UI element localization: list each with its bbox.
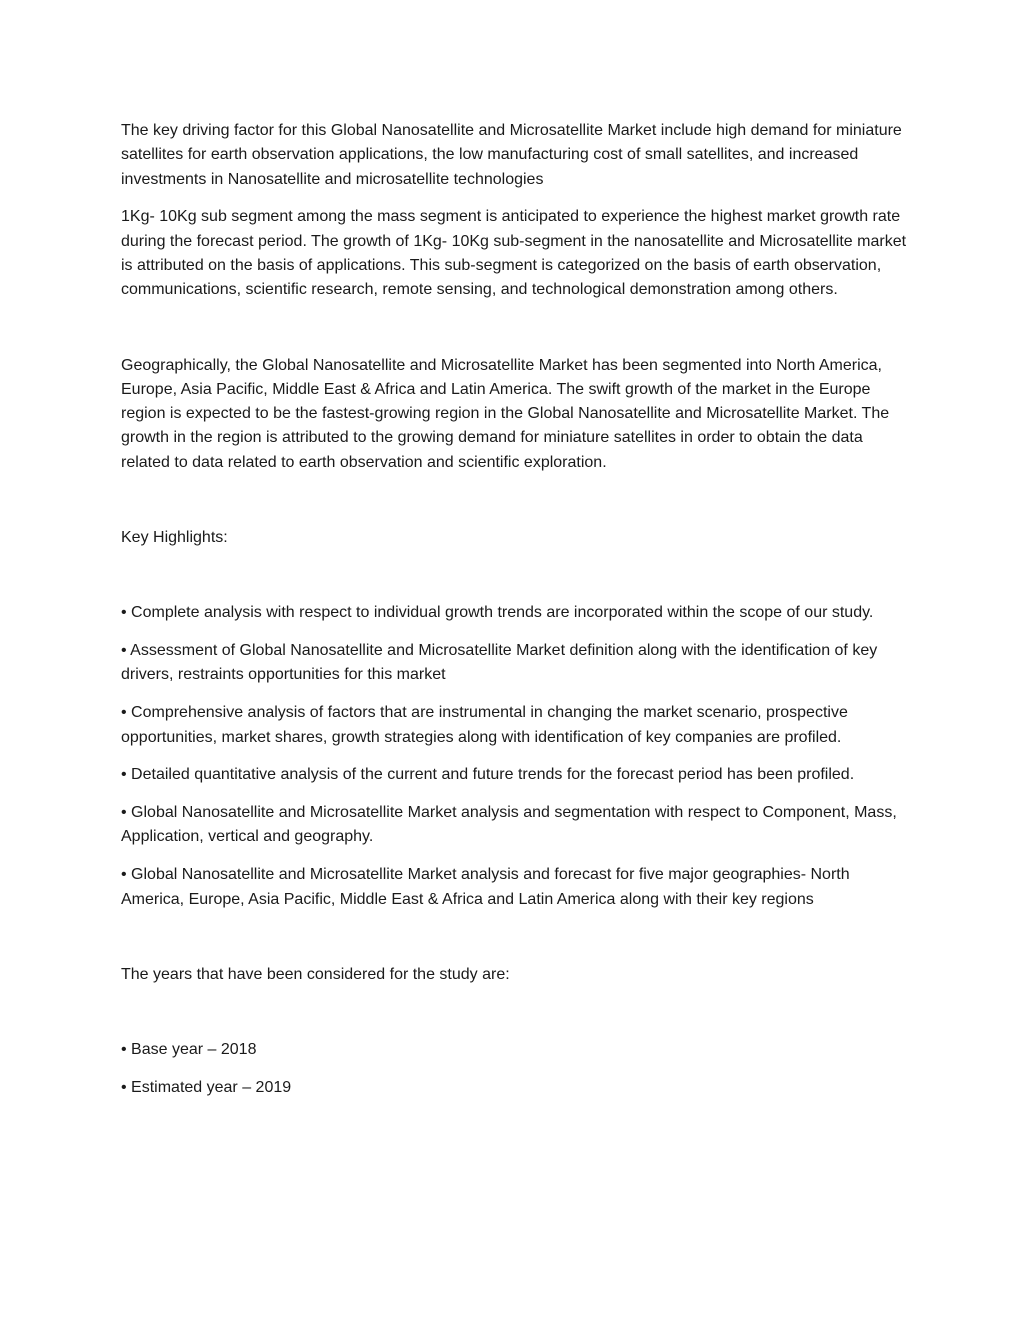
year-item-base: • Base year – 2018 [121,1041,257,1059]
paragraph-key-drivers: The key driving factor for this Global Nanosatellite and Microsatellite Market include high demand for miniature satellites for earth observation applications, the low manufacturing cost of small satellites, and increased investments in Nanosatellite and microsatellite technologies [121,122,902,188]
paragraph-mass-segment: 1Kg- 10Kg sub segment among the mass segment is anticipated to experience the highest market growth rate during the forecast period. The growth of 1Kg- 10Kg sub-segment in the nanosatellite and Microsatellite market is attributed on the basis of applications. This sub-segment is categorized on the basis of earth observation, communications, scientific research, remote sensing, and technological demonstration among others. [121,208,907,299]
highlight-item: • Global Nanosatellite and Microsatellite Market analysis and segmentation with respect to Component, Mass, Application, vertical and geography. [121,804,897,846]
highlight-item: • Assessment of Global Nanosatellite and Microsatellite Market definition along with the identification of key drivers, restraints opportunities for this market [121,642,878,684]
key-highlights-heading: Key Highlights: [121,529,228,547]
highlight-item: • Detailed quantitative analysis of the current and future trends for the forecast period has been profiled. [121,766,855,784]
paragraph-geography: Geographically, the Global Nanosatellite and Microsatellite Market has been segmented into North America, Europe, Asia Pacific, Middle East & Africa and Latin America. The swift growth of the market in the Europe region is expected to be the fastest-growing region in the Global Nanosatellite and Microsatellite Market. The growth in the region is attributed to the growing demand for miniature satellites in order to obtain the data related to data related to earth observation and scientific exploration. [121,356,890,471]
highlight-item: • Comprehensive analysis of factors that are instrumental in changing the market scenario, prospective opportunities, market shares, growth strategies along with identification of key companies are profiled. [121,704,848,746]
study-years-heading: The years that have been considered for the study are: [121,965,510,983]
year-item-estimated: • Estimated year – 2019 [121,1078,292,1096]
document-body [121,119,907,1100]
highlight-item: • Complete analysis with respect to individual growth trends are incorporated within the scope of our study. [121,604,874,622]
highlight-item: • Global Nanosatellite and Microsatellite Market analysis and forecast for five major geographies- North America, Europe, Asia Pacific, Middle East & Africa and Latin America along with their key regions [121,866,850,908]
